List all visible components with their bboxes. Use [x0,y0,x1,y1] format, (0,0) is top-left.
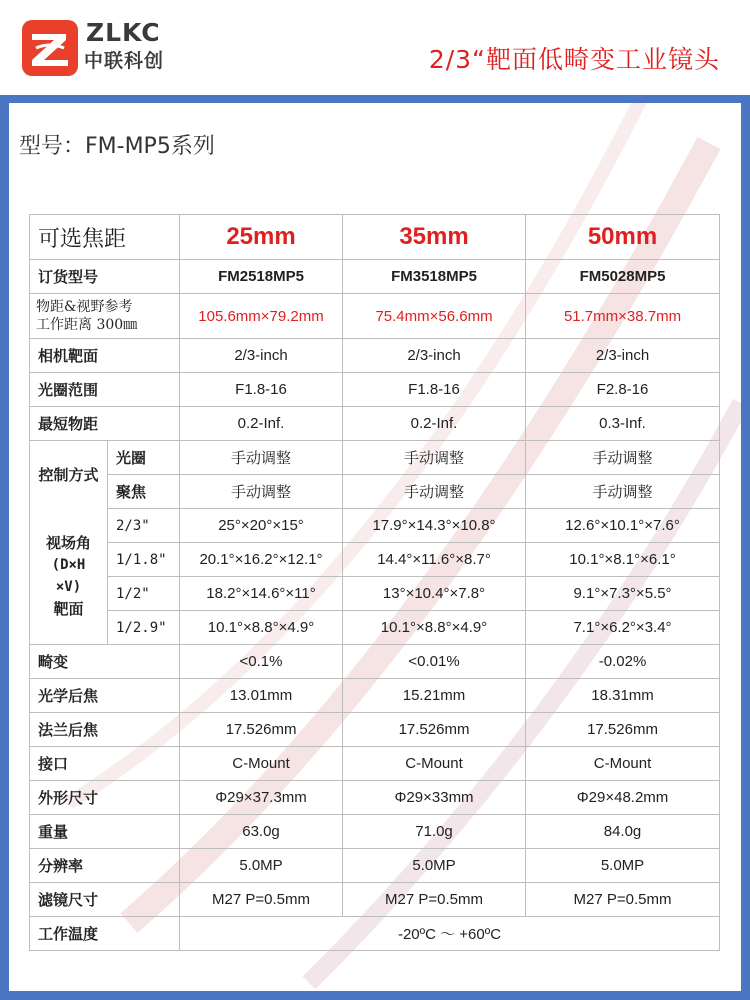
cell: 17.526mm [526,713,720,747]
cell: 15.21mm [343,679,526,713]
cell: 17.9°×14.3°×10.8° [343,509,526,543]
cell: 25°×20°×15° [180,509,343,543]
cell: 18.2°×14.6°×11° [180,577,343,611]
row-label: 光学后焦 [30,679,180,713]
header [0,0,750,95]
table-row [30,294,720,339]
cell: 手动调整 [343,441,526,475]
fov-label-line: 靶面 [53,600,84,619]
table-row [30,815,720,849]
frame-bottom [0,991,750,1000]
cell: 18.31mm [526,679,720,713]
cell: FM2518MP5 [180,260,343,294]
cell: 手动调整 [526,441,720,475]
header-band [0,95,750,103]
cell: M27 P=0.5mm [180,883,343,917]
table-row [30,849,720,883]
table-row [30,713,720,747]
row-label: 滤镜尺寸 [30,883,180,917]
row-label: 重量 [30,815,180,849]
control-mode-label: 控制方式 [30,441,108,509]
focal-50: 50mm [526,215,720,260]
cell: -0.02% [526,645,720,679]
cell: 20.1°×16.2°×12.1° [180,543,343,577]
row-label: 外形尺寸 [30,781,180,815]
row-label: 订货型号 [30,260,180,294]
cell: M27 P=0.5mm [526,883,720,917]
cell: M27 P=0.5mm [343,883,526,917]
row-label-line: 物距&视野参考 [36,299,133,315]
row-label: 法兰后焦 [30,713,180,747]
brand-name-cn: 中联科创 [84,50,165,72]
row-label: 分辨率 [30,849,180,883]
fov-label-line: ×V) [55,579,82,596]
focal-25: 25mm [180,215,343,260]
cell: 0.3-Inf. [526,407,720,441]
cell: 9.1°×7.3°×5.5° [526,577,720,611]
table-row [30,645,720,679]
row-label: 相机靶面 [30,339,180,373]
table-row [30,747,720,781]
row-label: 接口 [30,747,180,781]
page-title: 2/3“靶面低畸变工业镜头 [428,45,720,74]
cell: <0.01% [343,645,526,679]
table-row [30,509,720,543]
table-row [30,781,720,815]
cell: 71.0g [343,815,526,849]
cell: 5.0MP [180,849,343,883]
row-label: 畸变 [30,645,180,679]
table-row [30,679,720,713]
cell: 10.1°×8.1°×6.1° [526,543,720,577]
cell: 0.2-Inf. [180,407,343,441]
table-row [30,339,720,373]
cell: 12.6°×10.1°×7.6° [526,509,720,543]
cell: 0.2-Inf. [343,407,526,441]
table-row [30,577,720,611]
row-label: 工作温度 [30,917,180,951]
cell: F1.8-16 [180,373,343,407]
table-row [30,260,720,294]
cell: C-Mount [343,747,526,781]
table-row [30,441,720,475]
cell: <0.1% [180,645,343,679]
sub-label: 光圈 [108,441,180,475]
cell: F1.8-16 [343,373,526,407]
fov-label-line: 视场角 [45,534,91,553]
focal-35: 35mm [343,215,526,260]
row-label: 光圈范围 [30,373,180,407]
cell: 17.526mm [180,713,343,747]
row-label: 最短物距 [30,407,180,441]
table-row [30,215,720,260]
sub-label: 1/2" [108,577,180,611]
cell: FM3518MP5 [343,260,526,294]
cell: 10.1°×8.8°×4.9° [180,611,343,645]
cell: 63.0g [180,815,343,849]
zlkc-logo-icon [22,20,78,76]
cell: FM5028MP5 [526,260,720,294]
cell: -20ºC ～ +60ºC [180,917,720,951]
model-series: 型号：FM-MP5系列 [19,134,215,159]
table-row [30,373,720,407]
sub-label: 聚焦 [108,475,180,509]
frame-left [0,103,9,1000]
cell: C-Mount [526,747,720,781]
cell: 13°×10.4°×7.8° [343,577,526,611]
cell: 7.1°×6.2°×3.4° [526,611,720,645]
cell: 手动调整 [526,475,720,509]
cell: 75.4mm×56.6mm [343,294,526,339]
cell: Φ29×48.2mm [526,781,720,815]
cell: 105.6mm×79.2mm [180,294,343,339]
field-of-view-label [30,509,108,645]
content-area [9,103,741,991]
sub-label: 1/1.8" [108,543,180,577]
cell: 17.526mm [343,713,526,747]
table-row [30,475,720,509]
cell: 14.4°×11.6°×8.7° [343,543,526,577]
table-row [30,611,720,645]
sub-label: 2/3" [108,509,180,543]
cell: 2/3-inch [180,339,343,373]
cell: 10.1°×8.8°×4.9° [343,611,526,645]
focal-header-label: 可选焦距 [30,215,180,260]
cell: 2/3-inch [343,339,526,373]
cell: 84.0g [526,815,720,849]
table-row [30,883,720,917]
table-row [30,543,720,577]
brand-name-en: ZLKC [86,18,161,47]
cell: 13.01mm [180,679,343,713]
cell: Φ29×37.3mm [180,781,343,815]
cell: Φ29×33mm [343,781,526,815]
frame-right [741,103,750,1000]
cell: F2.8-16 [526,373,720,407]
table-row [30,917,720,951]
table-row [30,407,720,441]
fov-label-line: (D×H [51,557,86,574]
cell: C-Mount [180,747,343,781]
cell: 手动调整 [343,475,526,509]
cell: 2/3-inch [526,339,720,373]
cell: 手动调整 [180,441,343,475]
row-label-line: 工作距离 300㎜ [36,317,138,333]
cell: 5.0MP [343,849,526,883]
cell: 5.0MP [526,849,720,883]
row-label [30,294,180,339]
cell: 手动调整 [180,475,343,509]
spec-table [29,214,720,951]
cell: 51.7mm×38.7mm [526,294,720,339]
sub-label: 1/2.9" [108,611,180,645]
